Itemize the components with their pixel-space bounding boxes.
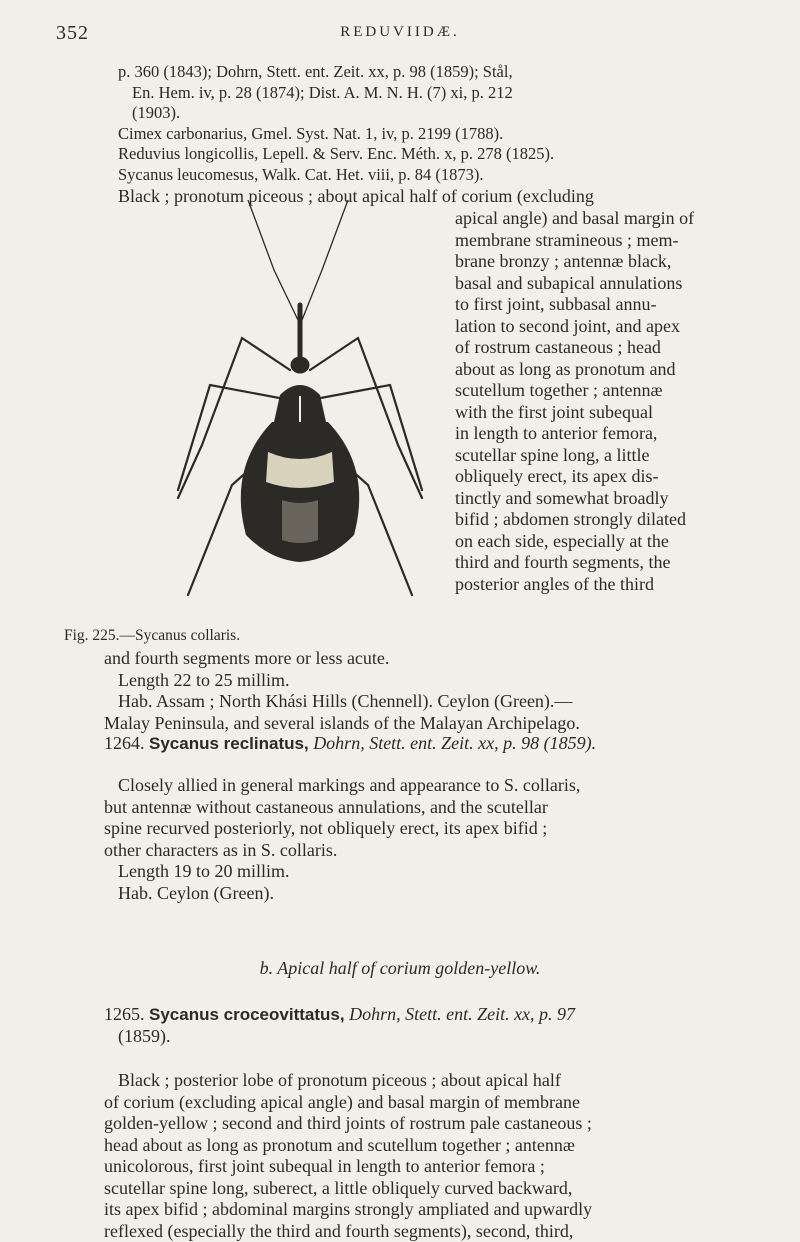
description-line: scutellar spine long, a little <box>455 445 767 467</box>
body-line: golden-yellow ; second and third joints of rostrum pale castaneous ; <box>104 1113 794 1135</box>
description-line: apical angle) and basal margin of <box>455 208 767 230</box>
body-line: of corium (excluding apical angle) and basal margin of membrane <box>104 1092 794 1114</box>
species-citation: Dohrn, Stett. ent. Zeit. xx, p. 98 (1859). <box>313 733 596 753</box>
description-line: and fourth segments more or less acute. <box>104 648 794 670</box>
species-number: 1265. <box>104 1004 145 1024</box>
description-line: to first joint, subbasal annu- <box>455 294 767 316</box>
body-line: Closely allied in general markings and appearance to S. collaris, <box>104 775 794 797</box>
body-line: spine recurved posteriorly, not obliquely erect, its apex bifid ; <box>104 818 794 840</box>
species-name: Sycanus croceovittatus, <box>149 1005 345 1024</box>
reference-line: Sycanus leucomesus, Walk. Cat. Het. viii, p. 84 (1873). <box>118 165 758 186</box>
species-body-1264 <box>104 775 794 904</box>
description-line: membrane stramineous ; mem- <box>455 230 767 252</box>
description-line: on each side, especially at the <box>455 531 767 553</box>
description-continuation <box>104 648 794 734</box>
habitat-line: Malay Peninsula, and several islands of the Malayan Archipelago. <box>104 713 794 735</box>
species-body-1265 <box>104 1070 794 1242</box>
body-line: reflexed (especially the third and fourth segments), second, third, <box>104 1221 794 1242</box>
length-line: Length 22 to 25 millim. <box>104 670 794 692</box>
description-line: tinctly and somewhat broadly <box>455 488 767 510</box>
reference-line: Reduvius longicollis, Lepell. & Serv. Enc. Méth. x, p. 278 (1825). <box>118 144 758 165</box>
species-heading-1265 <box>104 1004 794 1047</box>
reference-line: (1903). <box>118 103 758 124</box>
reference-line: En. Hem. iv, p. 28 (1874); Dist. A. M. N. H. (7) xi, p. 212 <box>118 83 758 104</box>
body-line: Black ; posterior lobe of pronotum piceous ; about apical half <box>104 1070 794 1092</box>
description-line: basal and subapical annulations <box>455 273 767 295</box>
habitat-line: Hab. Ceylon (Green). <box>104 883 794 905</box>
figure-caption: Fig. 225.—Sycanus collaris. <box>64 627 404 645</box>
reference-line: p. 360 (1843); Dohrn, Stett. ent. Zeit. xx, p. 98 (1859); Stål, <box>118 62 758 83</box>
species-name: Sycanus reclinatus, <box>149 734 309 753</box>
synonymy-references <box>118 62 758 185</box>
description-line: brane bronzy ; antennæ black, <box>455 251 767 273</box>
description-line: with the first joint subequal <box>455 402 767 424</box>
species-number: 1264. <box>104 733 145 753</box>
description-line: third and fourth segments, the <box>455 552 767 574</box>
body-line: scutellar spine long, suberect, a little obliquely curved backward, <box>104 1178 794 1200</box>
description-line: scutellum together ; antennæ <box>455 380 767 402</box>
subsection-heading: b. Apical half of corium golden-yellow. <box>0 958 800 979</box>
length-line: Length 19 to 20 millim. <box>104 861 794 883</box>
species-citation-cont: (1859). <box>104 1026 794 1048</box>
membrane <box>282 500 318 543</box>
description-line: in length to anterior femora, <box>455 423 767 445</box>
reference-line: Cimex carbonarius, Gmel. Syst. Nat. 1, iv, p. 2199 (1788). <box>118 124 758 145</box>
description-line: of rostrum castaneous ; head <box>455 337 767 359</box>
description-line: about as long as pronotum and <box>455 359 767 381</box>
antenna-left <box>248 200 298 320</box>
description-column <box>455 208 767 595</box>
description-line: lation to second joint, and apex <box>455 316 767 338</box>
body-line: other characters as in S. collaris. <box>104 840 794 862</box>
body-line: its apex bifid ; abdominal margins strongly ampliated and upwardly <box>104 1199 794 1221</box>
eyes <box>291 357 309 373</box>
antenna-right <box>302 200 348 320</box>
description-line: bifid ; abdomen strongly dilated <box>455 509 767 531</box>
description-line: obliquely erect, its apex dis- <box>455 466 767 488</box>
page-number: 352 <box>56 22 89 45</box>
running-head <box>0 22 800 46</box>
description-line: posterior angles of the third <box>455 574 767 596</box>
insect-figure <box>150 200 450 600</box>
species-citation: Dohrn, Stett. ent. Zeit. xx, p. 97 <box>349 1004 575 1024</box>
habitat-line: Hab. Assam ; North Khási Hills (Chennell). Ceylon (Green).— <box>104 691 794 713</box>
sycanus-illustration <box>150 200 450 600</box>
body-line: but antennæ without castaneous annulations, and the scutellar <box>104 797 794 819</box>
running-head-title: REDUVIIDÆ. <box>0 24 800 41</box>
body-line: unicolorous, first joint subequal in length to anterior femora ; <box>104 1156 794 1178</box>
description-first-line: Black ; pronotum piceous ; about apical half of corium (excluding <box>118 186 788 208</box>
body-line: head about as long as pronotum and scutellum together ; antennæ <box>104 1135 794 1157</box>
species-heading-1264 <box>104 733 794 755</box>
